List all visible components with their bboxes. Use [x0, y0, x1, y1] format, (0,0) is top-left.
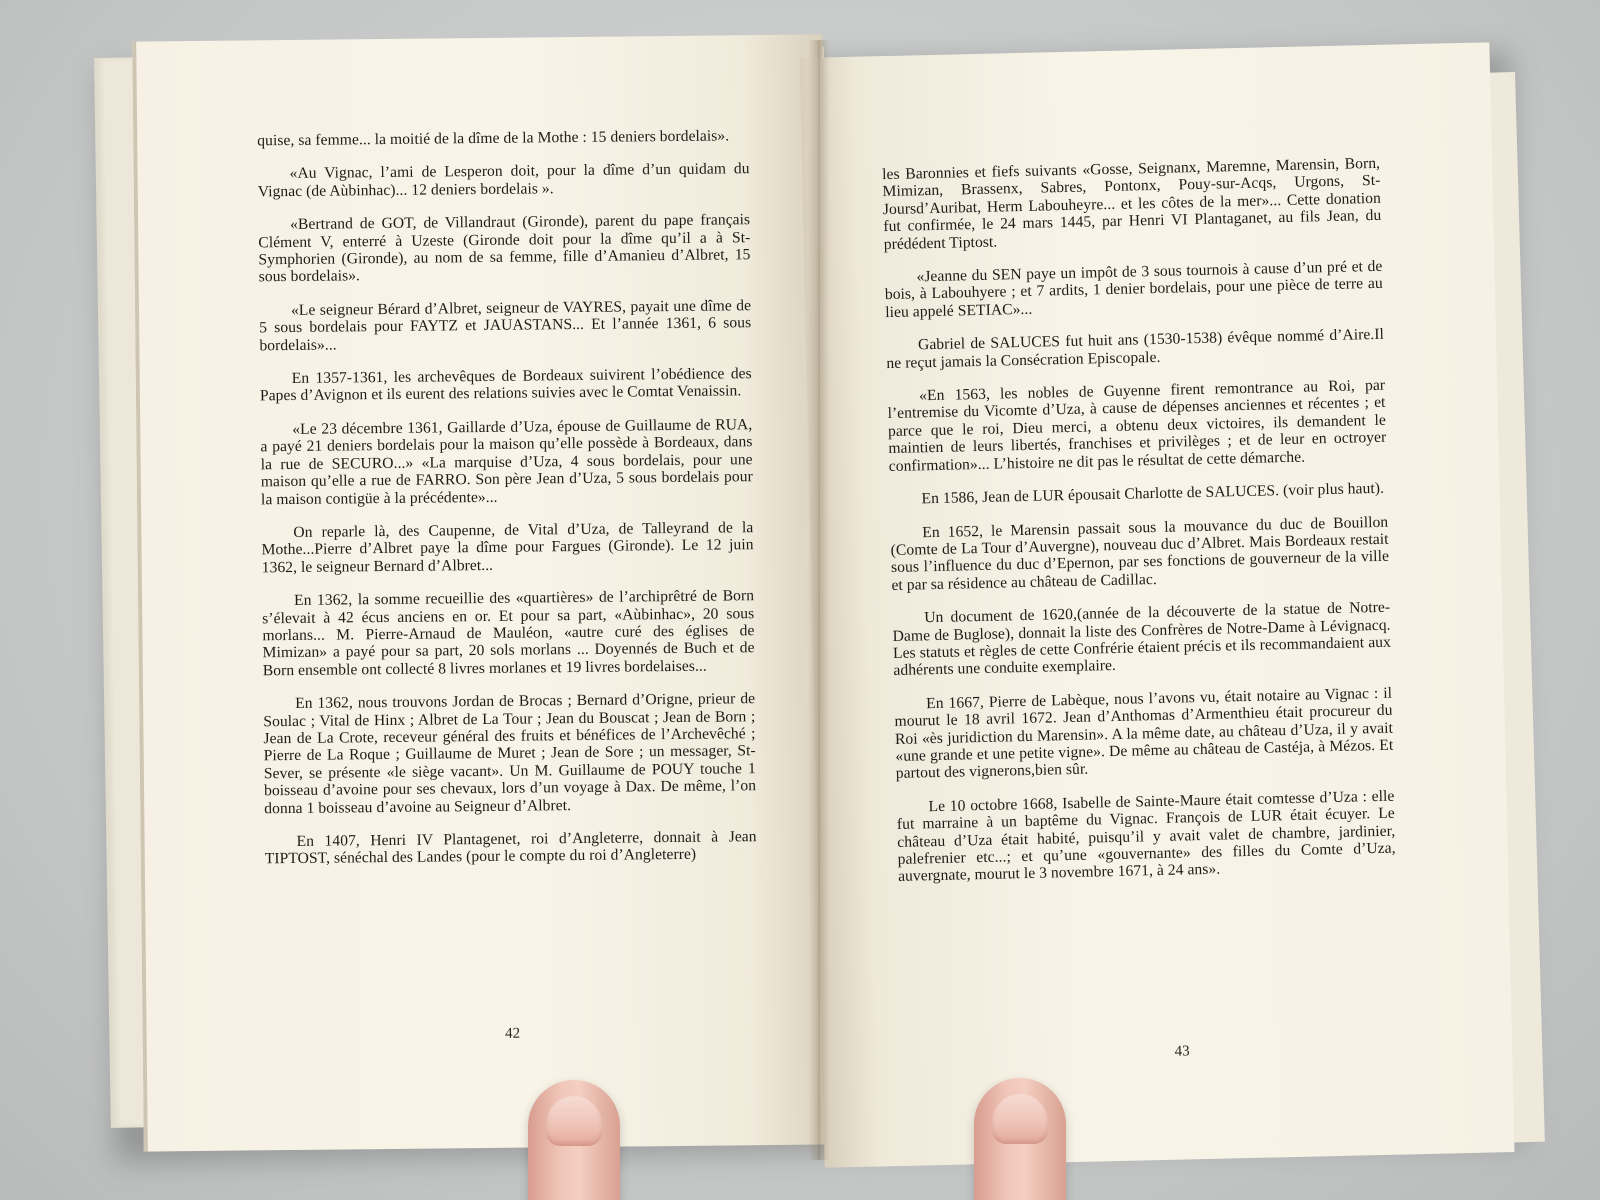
- left-page: [132, 34, 834, 1151]
- paragraph: En 1357-1361, les archevêques de Bordeaux suivirent l’obédience des Papes d’Avignon et ils eurent des relations suivies avec le Comtat Venaissin.: [259, 365, 752, 405]
- paragraph: «Bertrand de GOT, de Villandraut (Gironde), parent du pape français Clément V, enterré à Uzeste (Gironde doit pour la dîme qu’il a à St-Symphorien (Gironde), au nom de sa femme, fille d’Amanieu d’Albret, 15 sous bordelais».: [258, 211, 751, 286]
- left-thumb-holding-page: [528, 1080, 620, 1200]
- paragraph: «Le seigneur Bérard d’Albret, seigneur de VAYRES, payait une dîme de 5 sous bordelais pour FAYTZ et JAUASTANS... Et l’année 1361, 6 sous bordelais»...: [259, 297, 752, 354]
- right-thumb-holding-page: [974, 1078, 1066, 1200]
- paragraph: En 1586, Jean de LUR épousait Charlotte de SALUCES. (voir plus haut).: [921, 479, 1385, 508]
- paragraph: En 1362, nous trouvons Jordan de Brocas ; Bernard d’Origne, prieur de Soulac ; Vital de Hinx ; Albret de La Tour ; Jean du Bouscat ; Jean de Born ; Jean de La Crote, receveur général des fruits et bénéfices de l’Archevêché ; Pierre de La Roque ; Guillaume de Muret ; Jean de Sore ; un messager, St-Sever, se présente «le siège vacant». Un M. Guillaume de POUY touche 1 boisseau d’avoine pour ses chevaux, lors d’un voyage à Dax. De même, l’on donna 1 boisseau d’avoine au Seigneur d’Albret.: [263, 690, 757, 817]
- paragraph: Gabriel de SALUCES fut huit ans (1530-1538) évêque nommé d’Aire.Il ne reçut jamais la Consécration Episcopale.: [886, 326, 1385, 372]
- paragraph: En 1652, le Marensin passait sous la mouvance du duc de Bouillon (Comte de La Tour d’Auvergne), nouveau duc d’Albret. Mais Bordeaux restait sous l’influence du duc d’Epernon, par ses fonctions de gouverneur de la ville et par sa résidence au château de Cadillac.: [890, 513, 1390, 594]
- paragraph: «Le 23 décembre 1361, Gaillarde d’Uza, épouse de Guillaume de RUA, a payé 21 deniers bordelais pour la maison qu’elle possède à Bordeaux, dans la rue de SECURO...» «La marquise d’Uza, 4 sous bordelais, pour une maison qu’elle a rue de FARRO. Son père Jean d’Uza, 5 sous bordelais pour la maison contigüe à la précédente»...: [260, 416, 753, 508]
- left-page-text: [257, 127, 757, 884]
- paragraph: En 1667, Pierre de Labèque, nous l’avons vu, était notaire au Vignac : il mourut le 18 avril 1672. Jean d’Anthomas d’Armenthieu était procureur du Roi «ès juridiction du Marensin». A la même date, au château d’Uza, il y avait «une grande et une petite vigne». De même au château de Castéja, à Mézos. Et partout des vignerons,bien sûr.: [894, 684, 1394, 783]
- paragraph: quise, sa femme... la moitié de la dîme de la Mothe : 15 deniers bordelais».: [257, 127, 730, 150]
- thumbnail-nail: [546, 1096, 602, 1146]
- paragraph: En 1362, la somme recueillie des «quartières» de l’archiprêtré de Born s’élevait à 42 écus anciens en or. Et pour sa part, «Aùbinhac», 20 sous morlans... M. Pierre-Arnaud de Mauléon, «autre curé des églises de Mimizan» a payé pour sa part, 20 sols morlans ... Doyennés de Buch et de Born ensemble ont collecté 8 livres morlanes et 19 livres bordelaises...: [262, 587, 755, 680]
- page-number-left: 42: [505, 1025, 521, 1042]
- right-page: [799, 42, 1514, 1167]
- paragraph: Le 10 octobre 1668, Isabelle de Sainte-Maure était comtesse d’Uza : elle fut marraine à un baptême du Vignac. François de LUR était écuyer. Le château d’Uza était habité, puisqu’il y avait valet de chambre, jardinier, palefrenier etc...; et qu’une «gouvernante» des filles du Comte d’Uza, auvergnate, mourut le 3 novembre 1671, à 24 ans».: [896, 787, 1396, 886]
- right-page-text: [882, 155, 1397, 902]
- page-number-right: 43: [1174, 1043, 1190, 1060]
- paragraph: «Au Vignac, l’ami de Lesperon doit, pour la dîme d’un quidam du Vignac (de Aùbinhac)... 12 deniers bordelais ».: [257, 160, 750, 201]
- paragraph: «Jeanne du SEN paye un impôt de 3 sous tournois à cause d’un pré et de bois, à Labouhyere ; et 7 ardits, 1 denier bordelais, pour une pièce de terre au lieu appelé SETIAC»...: [884, 257, 1383, 321]
- paragraph: Un document de 1620,(année de la découverte de la statue de Notre-Dame de Buglose), donnait la liste des Confrères de Notre-Dame à Lévignacq. Les statuts et règles de cette Confrérie étaient précis et ils recommandaient aux adhérents une conduite exemplaire.: [892, 598, 1392, 680]
- book-spine-gutter: [808, 40, 830, 1160]
- paragraph: les Baronnies et fiefs suivants «Gosse, Seignanx, Maremne, Marensin, Born, Mimizan, Brassenx, Sabres, Pontonx, Pouy-sur-Acqs, Urgons, St-Joursd’Auribat, Herm Labouheyre... et les côtes de la mer»... Cette donation fut confirmée, le 24 mars 1445, par Henri VI Plantaganet, au fils Jean, du prédédent Tiptost.: [881, 154, 1382, 253]
- thumbnail-nail: [992, 1094, 1048, 1144]
- paragraph: On reparle là, des Caupenne, de Vital d’Uza, de Talleyrand de la Mothe...Pierre d’Albret paye la dîme pour Fargues (Gironde). Le 12 juin 1362, le seigneur Bernard d’Albret...: [261, 519, 754, 577]
- paragraph: «En 1563, les nobles de Guyenne firent remontrance au Roi, par l’entremise du Vicomte d’Uza, à cause de dépenses anciennes et récentes ; et parce que le roi, Dieu merci, a obtenu deux victoires, ils demandent le maintien de leurs libertés, franchises et privilèges ; et de leur en octroyer confirmation»... L’histoire ne dit pas le résultat de cette démarche.: [887, 376, 1387, 475]
- paragraph: En 1407, Henri IV Plantagenet, roi d’Angleterre, donnait à Jean TIPTOST, sénéchal des Landes (pour le compte du roi d’Angleterre): [264, 828, 757, 868]
